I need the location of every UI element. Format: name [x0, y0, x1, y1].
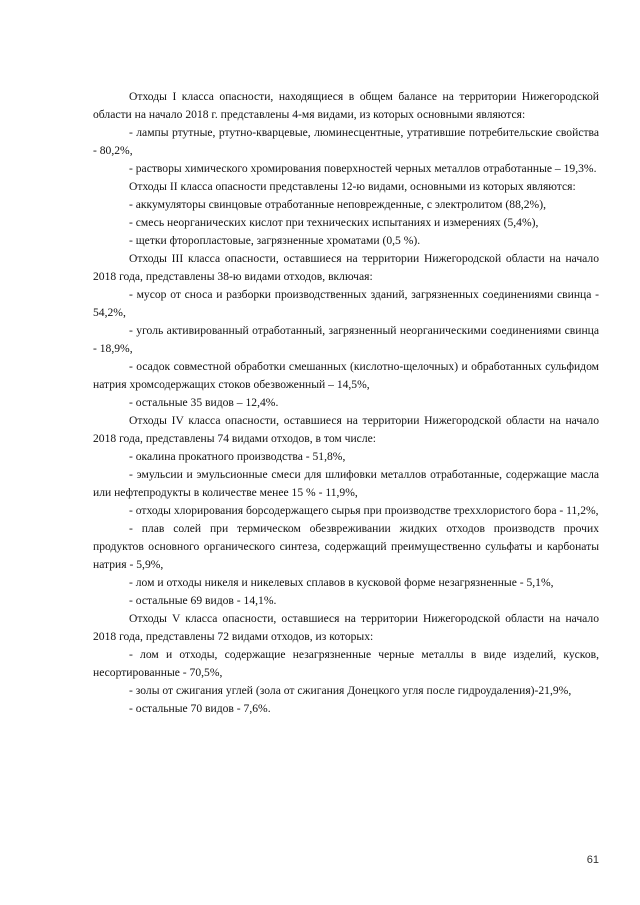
- body-text: [93, 88, 599, 718]
- list-item-class-4-other: - остальные 69 видов - 14,1%.: [129, 594, 277, 607]
- list-item-emulsions: - эмульсии и эмульсионные смеси для шлифовки металлов отработанные, содержащие масла или нефтепродукты в количестве менее 15 % - 11,9%,: [93, 468, 599, 499]
- list-item-sludge: - осадок совместной обработки смешанных (кислотно-щелочных) и обработанных сульфидом натрия хромсодержащих стоков обезвоженный – 14,5%,: [93, 360, 599, 391]
- paragraph-class-3-intro: Отходы III класса опасности, оставшиеся на территории Нижегородской области на начало 2018 года, представлены 38-ю видами отходов, включая:: [93, 252, 599, 283]
- paragraph-class-1-intro: Отходы I класса опасности, находящиеся в общем балансе на территории Нижегородской области на начало 2018 г. представлены 4-мя видами, из которых основными являются:: [93, 90, 599, 121]
- list-item-mill-scale: - окалина прокатного производства - 51,8%,: [129, 450, 346, 463]
- page-number: 61: [586, 854, 599, 866]
- paragraph-class-5-intro: Отходы V класса опасности, оставшиеся на территории Нижегородской области на начало 2018 года, представлены 72 видами отходов, из которых:: [93, 612, 599, 643]
- list-item-class-3-other: - остальные 35 видов – 12,4%.: [129, 396, 279, 409]
- list-item-ptfe-brushes: - щетки фторопластовые, загрязненные хроматами (0,5 %).: [129, 234, 421, 247]
- list-item-mercury-lamps: - лампы ртутные, ртутно-кварцевые, люминесцентные, утратившие потребительские свойства - 80,2%,: [93, 126, 599, 157]
- list-item-nickel-scrap: - лом и отходы никеля и никелевых сплавов в кусковой форме незагрязненные - 5,1%,: [129, 576, 554, 589]
- list-item-demolition-debris: - мусор от сноса и разборки производственных зданий, загрязненных соединениями свинца - 54,2%,: [93, 288, 599, 319]
- paragraph-class-4-intro: Отходы IV класса опасности, оставшиеся на территории Нижегородской области на начало 2018 года, представлены 74 видами отходов, в том числе:: [93, 414, 599, 445]
- list-item-ferrous-scrap: - лом и отходы, содержащие незагрязненные черные металлы в виде изделий, кусков, несортированные - 70,5%,: [93, 648, 599, 679]
- list-item-boron-chlorination: - отходы хлорирования борсодержащего сырья при производстве треххлористого бора - 11,2%,: [129, 504, 599, 517]
- paragraph-class-2-intro: Отходы II класса опасности представлены 12-ю видами, основными из которых являются:: [129, 180, 576, 193]
- list-item-coal-ash: - золы от сжигания углей (зола от сжигания Донецкого угля после гидроудаления)-21,9%,: [129, 684, 572, 697]
- list-item-salt-melt: - плав солей при термическом обезвреживании жидких отходов производств прочих продуктов основного органического синтеза, содержащий преимущественно сульфаты и карбонаты натрия - 5,9%,: [93, 522, 599, 571]
- list-item-class-5-other: - остальные 70 видов - 7,6%.: [129, 702, 271, 715]
- list-item-activated-carbon: - уголь активированный отработанный, загрязненный неорганическими соединениями свинца - 18,9%,: [93, 324, 599, 355]
- list-item-acid-mixture: - смесь неорганических кислот при технических испытаниях и измерениях (5,4%),: [129, 216, 539, 229]
- list-item-lead-batteries: - аккумуляторы свинцовые отработанные неповрежденные, с электролитом (88,2%),: [129, 198, 546, 211]
- list-item-chrome-solutions: - растворы химического хромирования поверхностей черных металлов отработанные – 19,3%.: [129, 162, 597, 175]
